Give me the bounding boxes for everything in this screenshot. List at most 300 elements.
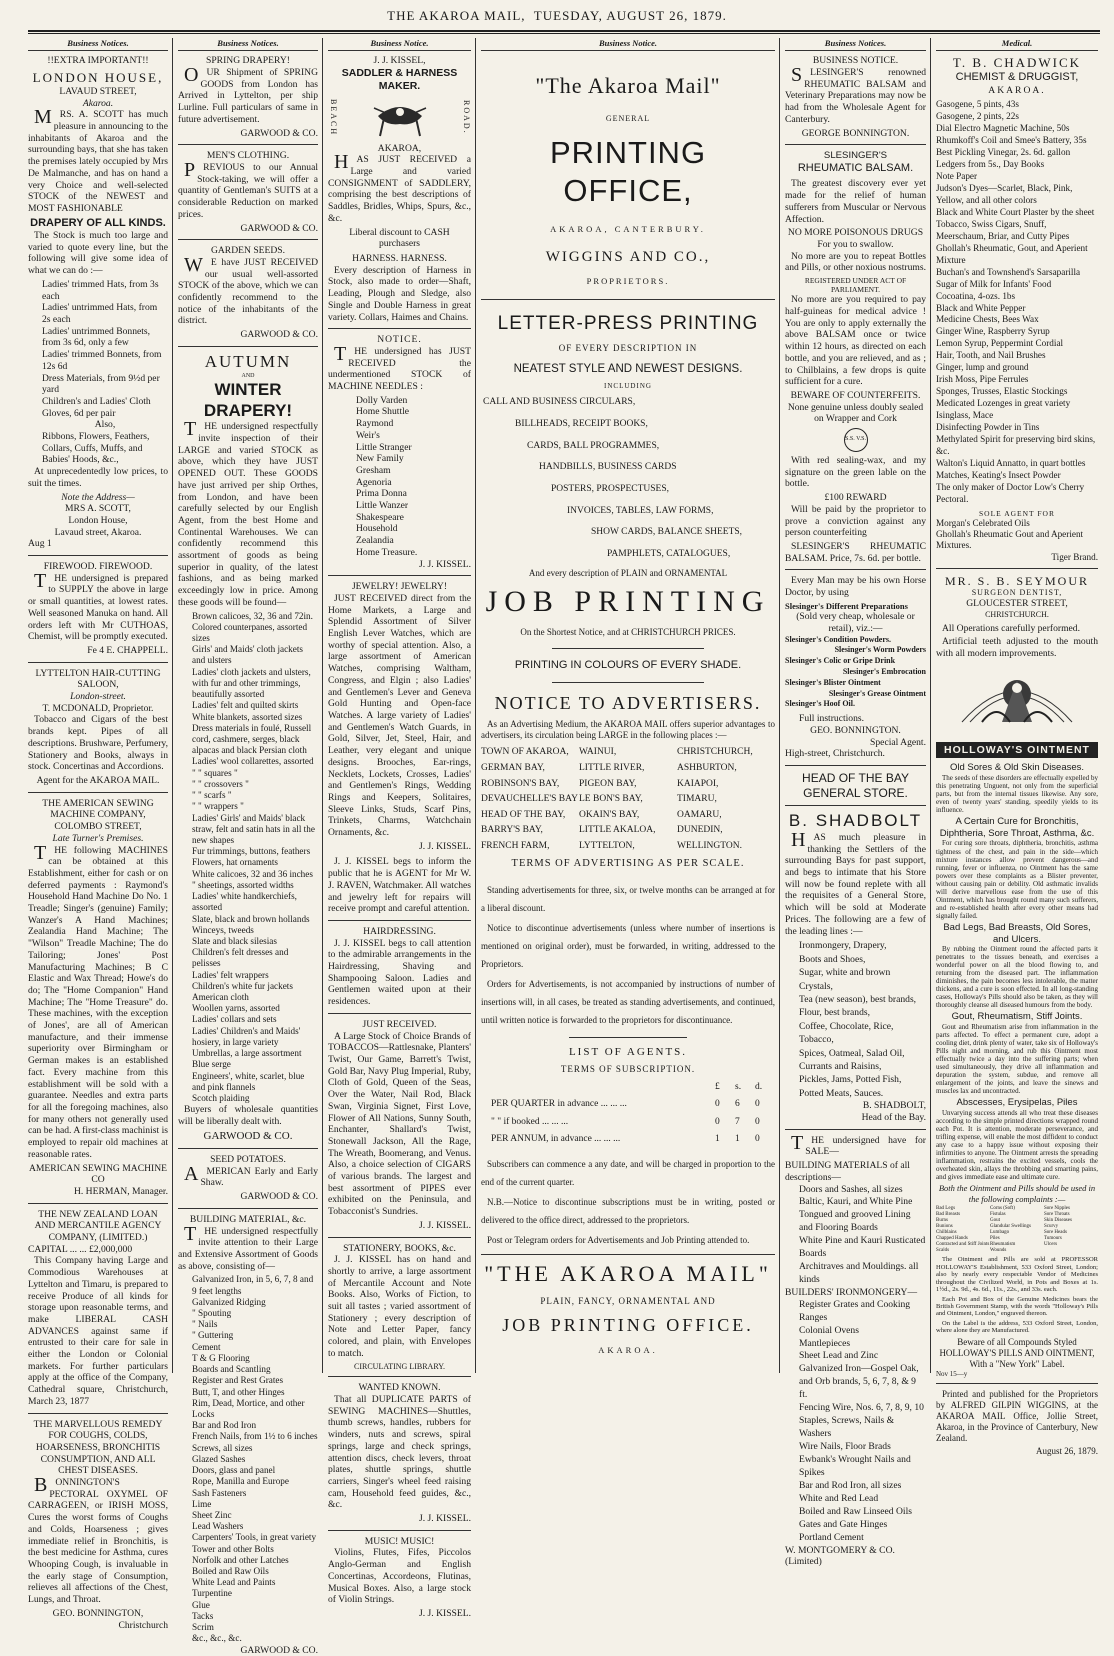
garwood-signature: GARWOOD & CO. — [240, 222, 318, 234]
list-item: HANDBILLS, BUSINESS CARDS — [539, 462, 677, 473]
list-item: Winceys, tweeds — [192, 924, 254, 935]
list-item: Dress Materials, from 9½d per yard — [42, 372, 160, 396]
column-5 — [785, 38, 926, 1568]
list-item: Coffee, Chocolate, Rice, Tobacco, — [799, 1020, 894, 1046]
firewood-body: THE undersigned is prepared to SUPPLY the above in large or small quantities, at lowest rates. Well seasoned Manuka on hand. All orders left with Mr CUTHOAS, Chemist, will be promptly executed. — [28, 569, 168, 643]
list-item: Weir's — [356, 429, 380, 441]
list-item: Fur trimmings, buttons, feathers — [192, 846, 311, 857]
wanted-body: That all DUPLICATE PARTS of SEWING MACHINES—Shuttles, thumb screws, handles, rubbers for winders, nuts and screws, spiral springs, large and check springs, attention discs, check levers, throat plates, shuttle springs, shuttle carriers, Singer's wheel feed raising cam, Household feed guides, &c., &c. — [328, 1394, 471, 1511]
list-item: Medicine Chests, Bees Wax — [936, 314, 1039, 325]
list-item: Bad Legs — [936, 1206, 956, 1212]
list-item: Sore Nipples — [1044, 1206, 1070, 1212]
george-bonnington: GEORGE BONNINGTON. — [801, 127, 910, 139]
potatoes-body: AMERICAN Early and Early Shaw. — [184, 1162, 318, 1189]
list-item: Ladies' untrimmed Hats, from 2s each — [42, 302, 158, 325]
montgomery-sig: W. MONTGOMERY & CO. (Limited) — [785, 1544, 895, 1568]
list-item: Doors, glass and panel — [192, 1465, 276, 1476]
printing-office-title: PRINTING OFFICE, — [549, 134, 707, 208]
list-item: KAIAPOI, — [677, 778, 719, 789]
divider — [936, 1383, 1098, 1384]
buyers-text: Buyers of wholesale quantities will be liberally dealt with. — [178, 1104, 318, 1127]
list-item: DEVAUCHELLE'S BAY — [481, 794, 578, 805]
remedy-title: THE MARVELLOUS REMEDY FOR COUGHS, COLDS, HOARSENESS, BRONCHITIS CONSUMPTION, AND ALL CHEST DISEASES. — [33, 1418, 163, 1477]
street: LAVAUD STREET, — [59, 85, 137, 97]
list-item: Slesinger's Grease Ointment — [828, 688, 926, 698]
winter-items — [178, 611, 318, 1105]
list-item: Bunions — [936, 1224, 953, 1230]
scott-items — [28, 279, 168, 466]
table-cell: " " if booked ... ... ... — [491, 1116, 569, 1127]
list-item: Home Shuttle — [356, 406, 410, 418]
garwood-signature: GARWOOD & CO. — [240, 1644, 318, 1656]
list-item: " Nails — [192, 1319, 218, 1330]
list-item: " " scarfs " — [192, 790, 232, 801]
divider — [178, 346, 318, 347]
sole-agent: SOLE AGENT FOR — [979, 508, 1055, 518]
list-item: CALL AND BUSINESS CIRCULARS, — [483, 397, 636, 408]
list-item: LITTLE AKALOA, — [579, 825, 656, 836]
list-item: Gates and Gate Hinges — [799, 1518, 888, 1530]
saddle-icon — [370, 96, 430, 140]
table-row — [481, 1114, 775, 1132]
list-item: TIMARU, — [677, 794, 717, 805]
list-item: Little Wanzer — [356, 500, 409, 512]
list-item: Blue serge — [192, 1059, 231, 1070]
neatest-style: NEATEST STYLE AND NEWEST DESIGNS. — [513, 362, 743, 375]
agents-title: LIST OF AGENTS. — [568, 1046, 688, 1059]
list-item: Ladies' white handkerchiefs, assorted — [192, 891, 297, 913]
scott-intro: MRS. A. SCOTT has much pleasure in announcing to the inhabitants of Akaroa and the surrounding bays, that she has taken the premises lately occupied by Mrs De Malmanche, and has on hand a very Choice and well-selected STOCK of the NEWEST and MOST FASHIONABLE — [28, 106, 168, 214]
list-item: Tumours — [1044, 1236, 1062, 1242]
list-item: OKAIN'S BAY, — [579, 809, 640, 820]
list-item: FRENCH FARM, — [481, 840, 550, 851]
divider — [328, 920, 471, 921]
divider — [28, 555, 168, 556]
seal-row — [785, 428, 926, 452]
complaints-grid — [936, 1206, 1098, 1254]
list-item: Engineers', white, scarlet, blue and pink flannels — [192, 1070, 305, 1092]
list-item: ASHBURTON, — [677, 762, 737, 773]
list-item: Chapped Hands — [936, 1236, 968, 1242]
mens-title: MEN'S CLOTHING. — [206, 150, 290, 162]
list-item: Bar and Rod Iron, all sizes — [799, 1479, 902, 1491]
list-item: Ladies' collars and sets — [192, 1014, 277, 1025]
masthead-rule — [28, 30, 1100, 32]
list-item: Ewbank's Wrought Nails and Spikes — [799, 1453, 911, 1478]
list-item: Home Treasure. — [356, 546, 418, 558]
table-cell: PER ANNUM, in advance ... ... ... — [491, 1134, 621, 1145]
table-header — [481, 1079, 715, 1097]
column-header: Business Notice. — [328, 38, 471, 51]
list-item: Architraves and Mouldings. all kinds — [799, 1261, 919, 1286]
slesinger-title: SLESINGER'S — [823, 150, 888, 162]
list-item: Judson's Dyes—Scarlet, Black, Pink, Yellow, and all other colors — [936, 183, 1073, 205]
list-item: Turpentine — [192, 1588, 232, 1599]
list-item: Rhumkoff's Coil and Smee's Battery, 35s — [936, 135, 1087, 146]
library-label: CIRCULATING LIBRARY. — [354, 1361, 445, 1371]
list-item: Chilblains — [936, 1230, 957, 1236]
table-row — [481, 1131, 775, 1149]
list-item: Colonial Ovens — [799, 1324, 859, 1336]
list-item: Lemon Syrup, Peppermint Cordial — [936, 338, 1064, 349]
divider — [178, 239, 318, 240]
column-2 — [178, 38, 318, 1656]
hair-title: HAIRDRESSING. — [363, 925, 436, 937]
agent-text: Agent for the AKAROA MAIL. — [36, 775, 160, 786]
colours-title: PRINTING IN COLOURS OF EVERY SHADE. — [514, 659, 742, 672]
list-item: Dolly Varden — [356, 394, 408, 406]
beware-compounds: Beware of all Compounds Styled — [957, 1336, 1077, 1347]
list-item: Carpenters' Tools, in great variety — [192, 1532, 317, 1543]
list-item: Sore Heads — [1044, 1230, 1067, 1236]
list-item: Wire Nails, Floor Brads — [799, 1441, 891, 1453]
list-item: New Family — [356, 453, 404, 465]
mcdonald: T. MCDONALD, Proprietor. — [42, 702, 154, 714]
divider — [785, 1129, 926, 1130]
imprint-date: August 26, 1879. — [1035, 1446, 1098, 1457]
poison-line: No more are you to repeat Bottles and Pills, or other noxious nostrums. — [785, 250, 926, 274]
list-item: French Nails, from 1½ to 6 inches — [192, 1431, 318, 1442]
divider — [28, 1413, 168, 1414]
sores-body: The seeds of these disorders are effectually expelled by this penetrating Unguent, not only from the superficial parts, but from the internal tissues likewise. Any sore, even of twenty years' standing, speedily yields to its influence. — [936, 774, 1098, 815]
list-item: Ginger Wine, Raspberry Syrup — [936, 326, 1050, 337]
column-3 — [328, 38, 471, 1619]
list-item: Slate and black silesias — [192, 935, 277, 946]
gout-title: Gout, Rheumatism, Stiff Joints. — [951, 1011, 1083, 1023]
divider — [178, 144, 318, 145]
list-item: Register and Rest Grates — [192, 1375, 284, 1386]
ironmongery-title: BUILDERS' IRONMONGERY— — [785, 1287, 918, 1299]
reward-body: Will be paid by the proprietor to prove a conviction against any person counterfeiting — [785, 503, 926, 539]
tobacco-text: Tobacco and Cigars of the best brands kept. Pipes of all descriptions. Brushware, Perfumery, Stationery and Books, always in stock. Concertinas and Accordions. — [28, 714, 168, 773]
list-item: Mantlepieces — [799, 1337, 851, 1349]
list-item: POSTERS, PROSPECTUSES, — [551, 483, 669, 494]
list-item: Boiled and Raw Oils — [192, 1566, 269, 1577]
list-item: WAINUI, — [579, 747, 617, 758]
subscription-table — [481, 1079, 775, 1149]
list-item: Sugar of Milk for Infants' Food — [936, 278, 1052, 289]
list-item: Shakespeare — [356, 511, 404, 523]
chadwick-title: T. B. CHADWICK — [952, 55, 1082, 71]
list-item: LE BON'S BAY, — [579, 794, 643, 805]
list-item: Butt, T, and other Hinges — [192, 1386, 285, 1397]
abscess-body: Unvarying success attends all who treat these diseases according to the simple printed directions wrapped round each Pot. It is attention, moderate perseverance, and trifling expense, will enable the most diffident to conduct any case to a happy issue without exposing their infirmities to anyone. The Ointment arrests the spreading inflammation, restrains the excited vessels, cools the overheated skin, allays the throbbing and smarting pains, and gives immediate ease and ultimate cure. — [936, 1109, 1098, 1182]
advertisers-title: NOTICE TO ADVERTISERS. — [494, 693, 762, 714]
list-item: Gasogene, 5 pints, 43s — [936, 99, 1019, 110]
spring-body: OUR Shipment of SPRING GOODS from London has Arrived in Lyttelton, per ship Lurline. Full particulars of same in future advertisement. — [178, 64, 318, 125]
extra-important: !!EXTRA IMPORTANT!! — [47, 55, 149, 67]
list-item: White Pine and Kauri Rusticated Boards — [799, 1235, 926, 1260]
divider — [785, 805, 926, 806]
list-item: Disinfecting Powder in Tins — [936, 422, 1040, 433]
garwood-signature: GARWOOD & CO. — [240, 127, 318, 139]
sale-body: THE undersigned have for SALE— — [791, 1131, 926, 1158]
including-label: INCLUDING — [604, 381, 652, 390]
shortest-notice: On the Shortest Notice, and at CHRISTCHURCH PRICES. — [520, 627, 736, 638]
masthead-date: TUESDAY, AUGUST 26, 1879. — [533, 8, 727, 23]
greatest-text: The greatest discovery ever yet made for the relief of human sufferers from Muscular or Nervous Affection. — [785, 178, 926, 225]
list-item: Gout — [990, 1218, 1000, 1224]
column-6 — [936, 38, 1098, 1457]
table-cell: 1 — [735, 1134, 740, 1145]
list-item: Gresham — [356, 464, 391, 476]
list-item: White calicoes, 32 and 36 inches — [192, 868, 313, 879]
printed-published: Printed and published for the Proprietors by ALFRED GILPIN WIGGINS, at the AKAROA MAIL Office, Jollie Street, Akaroa, in the Province of Canterbury, New Zealand. — [936, 1389, 1098, 1444]
list-item: Ladies' felt and quilted skirts — [192, 700, 299, 711]
divider — [936, 568, 1098, 569]
winter-body: THE undersigned respectfully invite inspection of their LARGE and varied STOCK as above, which they have JUST OPENED OUT. These GOODS have just arrived per ship Orthes, from London, and have been carefully selected by our English Agent, from the best Home and Continental Warehouses. We can confidently recommend this assortment of goods as being superior in quality, of the latest fashions, and as being marked exceedingly low in price. Among these goods will be found— — [178, 418, 318, 608]
nb-text: N.B.—Notice to discontinue subscriptions must be in writing, posted or delivered to the office direct, addressed to the proprietors. — [481, 1196, 775, 1225]
divider — [569, 1037, 687, 1038]
list-item: " " crossovers " — [192, 778, 249, 789]
divider — [328, 1237, 471, 1238]
list-item: ROBINSON'S BAY, — [481, 778, 560, 789]
column-rule — [172, 38, 173, 1373]
list-item: Norfolk and other Latches — [192, 1554, 289, 1565]
remedy-place: Christchurch — [118, 1619, 168, 1631]
building-body: THE undersigned respectfully invite attention to their Large and Extensive Assortment of Goods as above, consisting of— — [178, 1222, 318, 1272]
sale-title: BUILDING MATERIALS of all descriptions— — [785, 1160, 910, 1183]
list-item: T & G Flooring — [192, 1352, 250, 1363]
divider — [178, 1148, 318, 1149]
column-header: Business Notice. — [481, 38, 775, 51]
list-item: DUNEDIN, — [677, 825, 723, 836]
sewing-signature: AMERICAN SEWING MACHINE CO — [28, 1162, 168, 1186]
list-item: Prima Donna — [356, 488, 407, 500]
road-label: ROAD. — [462, 100, 471, 135]
list-item: Boots and Shoes, — [799, 953, 866, 965]
sewing-manager: H. HERMAN, Manager. — [73, 1185, 168, 1197]
poison-line: For you to swallow. — [817, 238, 894, 250]
list-item: &c., &c., &c. — [192, 1633, 242, 1644]
table-header: s. — [735, 1081, 742, 1092]
list-item: Fencing Wire, Nos. 6, 7, 8, 9, 10 — [799, 1402, 924, 1414]
needles-list — [328, 395, 471, 559]
list-item: Scotch plaiding — [192, 1093, 250, 1103]
list-item: LITTLE RIVER, — [579, 762, 645, 773]
list-item: Slate, black and brown hollands — [192, 913, 310, 924]
subscription-title: TERMS OF SUBSCRIPTION. — [560, 1063, 696, 1074]
divider — [328, 1530, 471, 1531]
table-cell: 1 — [715, 1134, 720, 1145]
poison-title: NO MORE POISONOUS DRUGS — [787, 227, 924, 239]
column-rule — [322, 38, 323, 1373]
list-item: Tongued and grooved Lining and Flooring Boards — [799, 1209, 911, 1234]
job-office-title: JOB PRINTING OFFICE. — [502, 1314, 754, 1335]
column-rule — [779, 38, 780, 1373]
list-item: White Lead and Paints — [192, 1577, 276, 1588]
list-item: Tea (new season), best brands, — [799, 993, 917, 1005]
shadbolt-title: B. SHADBOLT — [788, 811, 923, 831]
gout-body: Gout and Rheumatism arise from inflammation in the parts affected. To effect a permanent cure, adopt a cooling diet, drink plenty of water, take six of Holloway's Pills night and morning, and rub this Ointment most effectually twice a day into the suffering parts; when used simultaneously, they drive all inflammation and depuration the system, subdue, and remove all enlargement of the joints, and leave the sinews and muscles lax and uncontracted. — [936, 1023, 1098, 1096]
column-header: Medical. — [936, 38, 1098, 51]
list-item: Irish Moss, Pipe Ferrules — [936, 374, 1029, 385]
prices-text: At unprecedentedly low prices, to suit the times. — [28, 466, 168, 489]
list-item: Colored counterpanes, assorted sizes — [192, 621, 308, 644]
shop-name: LONDON HOUSE, — [32, 70, 164, 86]
list-item: BILLHEADS, RECEIPT BOOKS, — [515, 418, 648, 429]
head-of-bay-title: HEAD OF THE BAY GENERAL STORE. — [802, 770, 909, 800]
list-item: Isinglass, Mace — [936, 410, 994, 421]
table-cell: 0 — [755, 1134, 760, 1145]
general-label: GENERAL — [605, 114, 651, 124]
list-item: Dress materials in foulé, Russell cord, cashmere, serges, black alpacas and black Persian cloth — [192, 722, 312, 756]
horse-text: Every Man may be his own Horse Doctor, by using — [785, 575, 926, 599]
kissel-signature: J. J. KISSEL. — [419, 558, 471, 570]
subscribers-text: Subscribers can commence a any date, and will be charged in proportion to the end of the current quarter. — [481, 1158, 775, 1187]
firewood-signature: Fe 4 E. CHAPPELL. — [87, 644, 168, 656]
table-cell: 6 — [735, 1099, 740, 1110]
plain-ornamental: And every description of PLAIN and ORNAMENTAL — [528, 567, 728, 578]
list-item: Household — [356, 523, 398, 535]
slesinger-body: SLESINGER'S renowned RHEUMATIC BALSAM and Veterinary Preparations may now be had from the Wholesale Agent for Canterbury. — [785, 64, 926, 125]
list-item: Ladies' cloth jackets and ulsters, with fur and other trimmings, beautifully assorted — [192, 666, 311, 700]
preparations-title: Slesinger's Different Preparations — [785, 600, 908, 611]
list-item: Children's white fur jackets — [192, 980, 293, 991]
divider — [328, 575, 471, 576]
discount-text: Liberal discount to CASH purchasers — [349, 226, 450, 250]
list-item: Ironmongery, Drapery, — [799, 940, 887, 952]
list-item: Black and White Pepper — [936, 302, 1026, 313]
seeds-body: WE have JUST RECEIVED our usual well-assorted STOCK of the above, which we can confidently recommend to the notice of the inhabitants of the district. — [178, 253, 318, 327]
divider — [785, 144, 926, 145]
potatoes-title: SEED POTATOES. — [210, 1154, 286, 1166]
post-telegram-text: Post or Telegram orders for Advertisements and Job Printing attended to. — [487, 1234, 750, 1245]
ironmongery-items — [785, 1299, 926, 1545]
list-item: " " wrappers " — [192, 801, 244, 812]
list-item: Rim, Dead, Mortice, and other Locks — [192, 1397, 305, 1419]
table-cell: PER QUARTER in advance ... ... ... — [491, 1099, 627, 1110]
music-body: Violins, Flutes, Fifes, Piccolos Anglo-German and English Concertinas, Accordeons, Flutinas, Musical Boxes. Also, a large stock of Violin Strings. — [328, 1547, 471, 1606]
divider — [28, 662, 168, 663]
sewing-late: Late Turner's Premises. — [52, 832, 144, 844]
rheumatic-title: RHEUMATIC BALSAM. — [797, 161, 914, 174]
operations-text: All Operations carefully performed. — [942, 622, 1080, 634]
beware-label: With a "New York" Label. — [969, 1358, 1065, 1369]
winter-title: WINTER DRAPERY! — [203, 379, 293, 420]
sale-items — [785, 1184, 926, 1288]
list-item: Ginger, lump and ground — [936, 362, 1029, 373]
list-item: Flowers, hat ornaments — [192, 857, 278, 868]
list-item: Burns — [936, 1218, 948, 1224]
list-item: Glue — [192, 1599, 210, 1610]
divider — [785, 569, 926, 570]
table-cell: 0 — [755, 1099, 760, 1110]
list-item: Staples, Screws, Nails & Washers — [799, 1415, 895, 1440]
divider — [28, 792, 168, 793]
divider — [552, 682, 705, 683]
list-item: Galvanized Ridging — [192, 1296, 266, 1307]
legs-title: Bad Legs, Bad Breasts, Old Sores, and Ulcers. — [943, 921, 1091, 945]
list-item: Corns (Soft) — [990, 1206, 1015, 1212]
list-item: " Spouting — [192, 1308, 232, 1319]
place-label: AKAROA, CANTERBURY. — [550, 223, 706, 234]
list-item: Ladies' trimmed Bonnets, from 12s 6d — [42, 349, 162, 372]
masthead-paper: THE AKAROA MAIL, — [387, 8, 526, 23]
remedy-signature: GEO. BONNINGTON, — [52, 1607, 144, 1619]
sores-title: Old Sores & Old Skin Diseases. — [949, 762, 1085, 774]
list-item: Black and White Court Plaster by the sheet — [936, 206, 1095, 217]
list-item: Scrim — [192, 1622, 214, 1633]
mail-title-bottom: "THE AKAROA MAIL" — [484, 1260, 772, 1286]
list-item: " " squares " — [192, 767, 238, 778]
gloucester-label: GLOUCESTER STREET, — [966, 598, 1068, 610]
list-item: Note Paper — [936, 171, 978, 182]
list-item: Methylated Spirit for preserving bird skins, &c. — [936, 434, 1096, 456]
mail-title: "The Akaroa Mail" — [535, 73, 721, 99]
kissel-signature: J. J. KISSEL. — [419, 840, 471, 852]
holloway-emblem-icon — [942, 664, 1092, 738]
special-agent: Special Agent. — [870, 736, 926, 748]
list-item: Little Stranger — [356, 441, 412, 453]
drapery-heading: DRAPERY OF ALL KINDS. — [30, 216, 166, 229]
lyttelton-street: London-street. — [70, 691, 126, 703]
stationery-body: J. J. KISSEL has on hand and shortly to arrive, a large assortment of Mercantile Account and Note Books. Also, Works of Fiction, to suit all tastes ; varied assortment of Stationery ; every description of Note and Letter Paper, fancy colored, and plain, with Envelopes to match. — [328, 1254, 471, 1359]
saddle-emblem-row — [328, 96, 471, 140]
list-item: Zealandia — [356, 535, 394, 547]
reward-title: £100 REWARD — [824, 492, 887, 504]
jewelry-title: JEWELRY! JEWELRY! — [351, 581, 448, 593]
label-text: On the Label is the address, 533 Oxford Street, London, where alone they are Manufactured. — [936, 1319, 1098, 1335]
notice-title: NOTICE. — [377, 334, 422, 346]
music-title: MUSIC! MUSIC! — [364, 1535, 435, 1547]
list-item: Sash Fasteners — [192, 1487, 247, 1498]
legs-body: By rubbing the Ointment round the affected parts it penetrates to the tissues beneath, and exercises a wonderful power on all the blood flowing to, and returning from the diseased part. The inflammation diminishes, the pain becomes less intolerable, the matter thickens, and a cure is soon effected. In all long-standing cases, Holloway's Pills should also be taken, as they will thoroughly cleanse all diseased humours from the body. — [936, 945, 1098, 1010]
kissel-signature: J. J. KISSEL. — [419, 1219, 471, 1231]
list-item: " sheetings, assorted widths — [192, 879, 294, 890]
places-grid — [481, 747, 775, 852]
address-line: London House, — [68, 514, 128, 526]
list-item: Sheet Zinc — [192, 1509, 232, 1520]
list-item: Girls' and Maids' cloth jackets and ulsters — [192, 644, 303, 666]
list-item: Slesinger's Blister Ointment — [785, 677, 881, 687]
chemist-title: CHEMIST & DRUGGIST, — [955, 71, 1079, 84]
list-item: Boards and Scantling — [192, 1364, 271, 1375]
nz-loan-body: This Company having Large and Commodious Warehouses at Lyttelton and Timaru, is prepared to receive Produce of all kinds for storage upon reasonable terms, and make LIBERAL CASH ADVANCES against same if entrusted to their care for sale in either the London or Colonial markets. For further particulars apply at the office of the Company, Cathedral square, Christchurch, March 23, 1877 — [28, 1255, 168, 1407]
chadwick-items — [936, 99, 1098, 505]
nz-loan-title: THE NEW ZEALAND LOAN AND MERCANTILE AGENCY COMPANY, (LIMITED.) — [34, 1208, 162, 1244]
jewelry-body: JUST RECEIVED direct from the Home Markets, a Large and Splendid Assortment of Silver English Lever Watches, which are worthy of special attention. Also, a large assortment of American Watches, comprising Waltham, Congress, and Elgin ; also Ladies' and Gentlemen's Lever and Geneva Gold Hunting and Open-face Watches. A large variety of Ladies' and Gentlemen's Watch Guards, in Gold, Silver, Jet, Steel, Hair, and Leather, very elegant and unique designs. Brooches, Ear-rings, Necklets, Lockets, Crosses, Ladies' and Gentlemen's Rings, Wedding Rings and Keepers, Solitaires, Sleeve Links, Studs, Scarf Pins, Trinkets, Charms, Watchchain Ornaments, &c. — [328, 592, 471, 839]
beware-pills: HOLLOWAY'S PILLS AND OINTMENT, — [939, 1347, 1095, 1358]
divider — [785, 765, 926, 766]
shadbolt-sig: B. SHADBOLT, — [862, 1100, 926, 1112]
list-item: Medicated Lozenges in great variety — [936, 398, 1071, 409]
list-item: Also, — [94, 419, 116, 431]
garwood-big: GARWOOD & CO. — [203, 1129, 293, 1142]
job-printing-title: JOB PRINTING — [485, 585, 771, 619]
column-header: Business Notices. — [785, 38, 926, 51]
every-description: OF EVERY DESCRIPTION IN — [558, 342, 698, 353]
divider — [481, 1254, 775, 1255]
seymour-title: MR. S. B. SEYMOUR — [944, 573, 1090, 588]
seeds-title: GARDEN SEEDS. — [210, 245, 286, 257]
note-address: Note the Address— — [61, 491, 135, 503]
list-item: Rheumatism — [990, 1242, 1016, 1248]
table-cell: 0 — [715, 1099, 720, 1110]
list-item: Glazed Sashes — [192, 1453, 246, 1464]
list-item: PAMPHLETS, CATALOGUES, — [607, 548, 731, 559]
beware-title: BEWARE OF COUNTERFEITS. — [790, 389, 921, 401]
list-item: White and Red Lead — [799, 1492, 879, 1504]
list-item: Sheet Lead and Zinc — [799, 1350, 879, 1362]
high-street: High-street, Christchurch. — [785, 748, 885, 760]
list-item: LYTTELTON, — [579, 840, 635, 851]
christchurch-label: CHRISTCHURCH. — [985, 609, 1049, 619]
list-item: Cement — [192, 1341, 221, 1352]
registered-label: REGISTERED UNDER ACT OF PARLIAMENT. — [804, 276, 907, 295]
list-item: Flour, best brands, — [799, 1007, 871, 1019]
list-item: White blankets, assorted sizes — [192, 711, 303, 722]
